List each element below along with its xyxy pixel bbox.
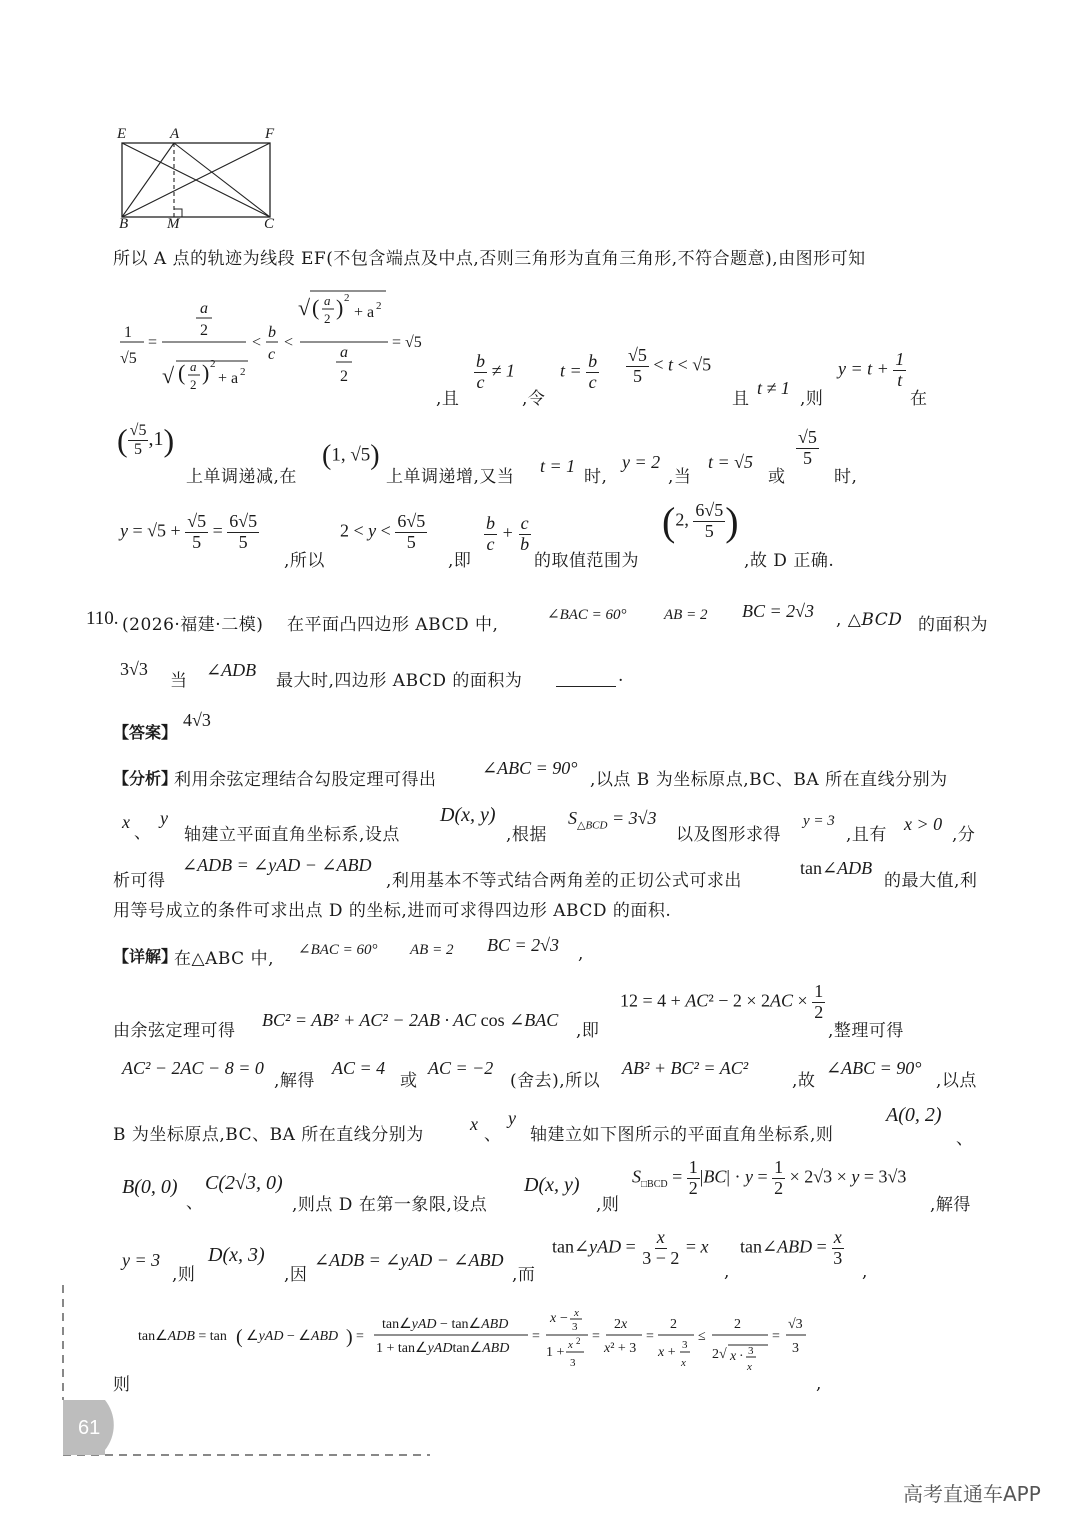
svg-text:2: 2: [200, 322, 208, 339]
prev-line-4b: ,即: [448, 551, 472, 571]
analysis-angle-diff: ∠ADB = ∠yAD − ∠ABD: [182, 855, 372, 875]
prev-line-2d: ,则: [800, 389, 824, 409]
detail-cosine-eq: 12 = 4 + AC² − 2 × 2AC × $\frac{1}{2}$: [620, 981, 824, 1022]
svg-text:<: <: [284, 334, 294, 351]
figure-label-e: E: [117, 126, 127, 142]
detail-sep-2: 、: [956, 1129, 974, 1149]
analysis-area-bcd: $S_{\triangle BCD} = 3√3$: [568, 808, 657, 832]
svg-text:a: a: [190, 359, 197, 374]
svg-text:x: x: [681, 1357, 686, 1369]
detail-x-axis: x: [470, 1114, 478, 1134]
svg-text:·: ·: [739, 1349, 744, 1364]
svg-text:2√: 2√: [712, 1347, 727, 1362]
geometry-figure: [110, 125, 290, 235]
detail-point-c: C(2√3, 0): [205, 1172, 283, 1194]
svg-text:√: √: [162, 363, 175, 388]
detail-cosine-law: BC² = AB² + AC² − 2AB · AC cos ∠BAC: [262, 1010, 559, 1030]
analysis-line-3c: 的最大值,利: [884, 871, 978, 891]
analysis-line-2d: ,且有: [846, 825, 887, 845]
svg-text:2: 2: [240, 366, 246, 378]
prev-line-4c: 的取值范围为: [534, 551, 639, 571]
prev-line-3c: 时,: [584, 467, 608, 487]
figure-label-f: F: [265, 126, 275, 142]
detail-line-3e: ,以点: [936, 1071, 977, 1091]
detail-line-5a: ,则点 D 在第一象限,设点: [292, 1195, 488, 1215]
analysis-line-1a: 利用余弦定理结合勾股定理可得出: [174, 770, 437, 790]
detail-angle-abc: ∠ABC = 90°: [826, 1058, 922, 1078]
analysis-y-axis: y: [160, 808, 168, 828]
detail-sep-3: 、: [186, 1193, 204, 1213]
prev-t-def: t = $\frac{b}{c}$: [560, 351, 598, 392]
analysis-point-d: D(x, y): [440, 804, 496, 826]
svg-text:+ a: + a: [218, 370, 239, 387]
page-border-decoration: [55, 1285, 445, 1470]
detail-tan-yad: tan∠yAD = $\frac{x}{3 - 2}$ = x: [552, 1227, 709, 1268]
svg-text:=: =: [646, 1329, 654, 1344]
svg-text:2: 2: [324, 311, 331, 326]
detail-comma: ,: [578, 944, 584, 964]
prev-line-1: 所以 A 点的轨迹为线段 EF(不包含端点及中点,否则三角形为直角三角形,不符合题意),由图形可知: [113, 249, 866, 269]
svg-text:3: 3: [682, 1339, 688, 1351]
answer-blank: [556, 686, 616, 687]
q-area-value: 3√3: [120, 659, 148, 679]
svg-text:2: 2: [376, 300, 382, 312]
svg-text:2: 2: [734, 1317, 741, 1332]
analysis-line-2c: 以及图形求得: [676, 825, 781, 845]
prev-line-3e: 或: [768, 467, 786, 487]
svg-text:a: a: [324, 293, 331, 308]
figure-label-b: B: [119, 216, 129, 232]
svg-text:3: 3: [572, 1321, 578, 1333]
detail-angle-bac: ∠BAC = 60°: [298, 942, 378, 958]
analysis-line-2b: ,根据: [506, 825, 547, 845]
svg-text:√5: √5: [120, 350, 137, 367]
detail-line-4a: B 为坐标原点,BC、BA 所在直线分别为: [113, 1125, 424, 1145]
detail-point-a: A(0, 2): [886, 1104, 942, 1126]
svg-text:≤: ≤: [698, 1329, 706, 1344]
prev-y-range: 2 < y < $\frac{6√5}{5}$: [340, 511, 426, 552]
detail-ab: AB = 2: [410, 942, 454, 958]
detail-ac-4: AC = 4: [332, 1058, 386, 1078]
page-number: 61: [78, 1417, 101, 1439]
detail-line-6c: ,而: [512, 1265, 536, 1285]
detail-area-calc: $S_{□BCD}$ = $\frac{1}{2}$ |BC| · y = $\frac{1}{2}$ × 2√3 × y = 3√3: [632, 1157, 907, 1198]
svg-text:+ a: + a: [354, 304, 375, 321]
svg-text:2: 2: [210, 358, 216, 370]
question-stem-end: .: [618, 666, 624, 686]
svg-text:x: x: [550, 1311, 557, 1326]
svg-text:=: =: [532, 1329, 540, 1344]
q-angle-bac: ∠BAC = 60°: [547, 607, 627, 623]
question-stem-1: 在平面凸四边形 ABCD 中,: [287, 615, 499, 635]
svg-text:x: x: [574, 1310, 579, 1319]
svg-text:(: (: [178, 360, 186, 385]
prev-interval-2: (1, √5): [322, 440, 380, 471]
svg-text:2: 2: [340, 368, 348, 385]
prev-interval-1: ( $\frac{√5}{5}$ ,1): [117, 422, 175, 458]
question-stem-3: 当: [170, 671, 188, 691]
svg-text:a: a: [200, 300, 208, 317]
analysis-x-gt-0: x > 0: [904, 814, 943, 834]
detail-line-3b: 或: [400, 1071, 418, 1091]
detail-line-2b: ,即: [576, 1021, 600, 1041]
prev-t-eq-sqrt5: t = √5: [708, 452, 754, 472]
prev-y-func: y = t + $\frac{1}{t}$: [838, 349, 905, 390]
detail-point-d3: D(x, 3): [208, 1244, 265, 1266]
question-source: (2026·福建·二模): [122, 615, 264, 635]
svg-text:2: 2: [576, 1336, 581, 1346]
detail-ac-neg2: AC = −2: [428, 1058, 494, 1078]
prev-b-over-c-ne-1: $\frac{b}{c}$ ≠ 1: [476, 351, 515, 392]
detail-point-d: D(x, y): [524, 1174, 580, 1196]
svg-text:x: x: [747, 1361, 752, 1373]
svg-text:3: 3: [748, 1345, 754, 1357]
prev-line-3d: ,当: [668, 467, 692, 487]
svg-text:x +: x +: [658, 1345, 676, 1360]
svg-text:1 +: 1 +: [546, 1345, 565, 1360]
svg-text:tan∠ADB = tan: tan∠ADB = tan: [138, 1329, 227, 1344]
figure-label-c: C: [264, 216, 275, 232]
prev-line-3a: 上单调递减,在: [186, 467, 297, 487]
svg-text:2: 2: [670, 1317, 677, 1332]
svg-text:(: (: [236, 1326, 243, 1348]
svg-text:(: (: [312, 295, 320, 320]
detail-tan-abd: tan∠ABD = $\frac{x}{3}$: [740, 1227, 843, 1268]
detail-line-3a: ,解得: [274, 1071, 315, 1091]
prev-line-2e: 在: [910, 389, 928, 409]
prev-y-value: y = √5 + $\frac{√5}{5}$ = $\frac{6√5}{5}$: [120, 511, 258, 552]
q-ab: AB = 2: [664, 607, 708, 623]
svg-text:∠yAD − ∠ABD: ∠yAD − ∠ABD: [246, 1329, 339, 1344]
prev-b-c-sum: $\frac{b}{c}$ + $\frac{c}{b}$: [486, 513, 530, 554]
svg-text:=: =: [772, 1329, 780, 1344]
prev-line-3b: 上单调递增,又当: [386, 467, 515, 487]
svg-text:2: 2: [190, 377, 197, 392]
svg-text:= √5: = √5: [392, 334, 422, 351]
svg-text:x² + 3: x² + 3: [604, 1341, 637, 1356]
detail-line-5c: ,解得: [930, 1195, 971, 1215]
detail-bc: BC = 2√3: [487, 935, 560, 955]
detail-point-b: B(0, 0): [122, 1176, 178, 1198]
analysis-label: 【分析】: [113, 769, 178, 788]
svg-text:=: =: [592, 1329, 600, 1344]
question-number: 110.: [86, 608, 119, 629]
prev-t-eq-1: t = 1: [540, 456, 576, 476]
question-stem-4: 最大时,四边形 ABCD 的面积为: [276, 671, 523, 691]
detail-line-3c: (舍去),所以: [510, 1071, 601, 1091]
detail-line-1a: 在△ABC 中,: [174, 949, 274, 969]
answer-label: 【答案】: [113, 723, 178, 742]
analysis-line-3a: 析可得: [113, 871, 166, 891]
prev-y-eq-2: y = 2: [622, 452, 661, 472]
analysis-line-2e: ,分: [952, 825, 976, 845]
detail-comma-4: ,: [816, 1374, 822, 1394]
watermark-text: 高考直通车APP: [903, 1482, 1041, 1506]
svg-text:): ): [202, 360, 210, 385]
question-stem-2: 的面积为: [918, 615, 988, 635]
svg-text:2x: 2x: [614, 1317, 628, 1332]
prev-t-range: $\frac{√5}{5}$ < t < √5: [628, 345, 712, 386]
svg-text:a: a: [340, 344, 348, 361]
svg-text:x: x: [568, 1339, 573, 1351]
detail-label: 【详解】: [113, 947, 178, 966]
analysis-line-1b: ,以点 B 为坐标原点,BC、BA 所在直线分别为: [590, 770, 948, 790]
svg-text:2: 2: [344, 292, 350, 304]
svg-text:=: =: [148, 334, 158, 351]
analysis-tan-adb: tan∠ADB: [800, 858, 873, 878]
q-triangle-bcd: , △BCD: [836, 610, 903, 630]
analysis-y-eq-3: y = 3: [803, 813, 835, 829]
analysis-line-2a: 轴建立平面直角坐标系,设点: [184, 825, 400, 845]
svg-text:1: 1: [124, 324, 132, 341]
figure-label-m: M: [167, 216, 180, 232]
analysis-line-3b: ,利用基本不等式结合两角差的正切公式可求出: [386, 871, 742, 891]
detail-line-6b: ,因: [284, 1265, 308, 1285]
prev-line-4d: ,故 D 正确.: [744, 551, 835, 571]
q-bc: BC = 2√3: [742, 601, 815, 621]
detail-comma-2: ,: [724, 1262, 730, 1282]
prev-line-2a: ,且: [436, 389, 460, 409]
detail-y-eq-3: y = 3: [122, 1250, 161, 1270]
detail-line-4b: 轴建立如下图所示的平面直角坐标系,则: [530, 1125, 834, 1145]
detail-line-3d: ,故: [792, 1071, 816, 1091]
analysis-line-4: 用等号成立的条件可求出点 D 的坐标,进而可求得四边形 ABCD 的面积.: [113, 901, 672, 921]
q-angle-adb: ∠ADB: [206, 660, 257, 680]
detail-comma-3: ,: [862, 1262, 868, 1282]
svg-text:√3: √3: [788, 1317, 803, 1332]
svg-text:3: 3: [570, 1357, 576, 1369]
answer-value: 4√3: [183, 710, 211, 730]
detail-sep: 、: [484, 1125, 502, 1145]
analysis-x-axis: x: [122, 812, 130, 832]
svg-text:<: <: [252, 334, 262, 351]
prev-line-2c: 且: [732, 389, 750, 409]
detail-pythagoras: AB² + BC² = AC²: [622, 1058, 749, 1078]
prev-inequality: [118, 285, 438, 405]
svg-text:c: c: [268, 346, 276, 363]
svg-text:3: 3: [792, 1341, 799, 1356]
prev-range-interval: (2, $\frac{6√5}{5}$ ): [662, 499, 739, 544]
prev-t-ne-1: t ≠ 1: [757, 378, 790, 398]
svg-text:b: b: [268, 324, 276, 341]
detail-angle-diff: ∠ADB = ∠yAD − ∠ABD: [314, 1250, 504, 1270]
detail-line-2c: ,整理可得: [828, 1021, 904, 1041]
analysis-angle-abc: ∠ABC = 90°: [482, 758, 578, 778]
detail-line-6a: ,则: [172, 1265, 196, 1285]
prev-line-3f: 时,: [834, 467, 858, 487]
svg-text:=: =: [356, 1329, 364, 1344]
svg-text:x: x: [730, 1349, 737, 1364]
svg-text:): ): [346, 1326, 353, 1348]
detail-line-5b: ,则: [596, 1195, 620, 1215]
prev-sqrt5-over-5: $\frac{√5}{5}$: [798, 427, 817, 468]
detail-line-2a: 由余弦定理可得: [113, 1021, 236, 1041]
detail-y-axis: y: [508, 1108, 516, 1128]
svg-text:): ): [336, 295, 344, 320]
detail-line-7: 则: [113, 1375, 131, 1395]
svg-text:−: −: [560, 1311, 568, 1326]
figure-label-a: A: [170, 126, 180, 142]
analysis-sep: 、: [134, 823, 152, 843]
svg-text:1 + tan∠yADtan∠ABD: 1 + tan∠yADtan∠ABD: [376, 1341, 510, 1356]
svg-text:√: √: [298, 295, 311, 320]
prev-line-4a: ,所以: [284, 551, 325, 571]
svg-text:tan∠yAD − tan∠ABD: tan∠yAD − tan∠ABD: [382, 1317, 509, 1332]
inequality-formula: [118, 285, 438, 400]
prev-line-2b: ,令: [522, 389, 546, 409]
detail-quadratic: AC² − 2AC − 8 = 0: [122, 1058, 264, 1078]
